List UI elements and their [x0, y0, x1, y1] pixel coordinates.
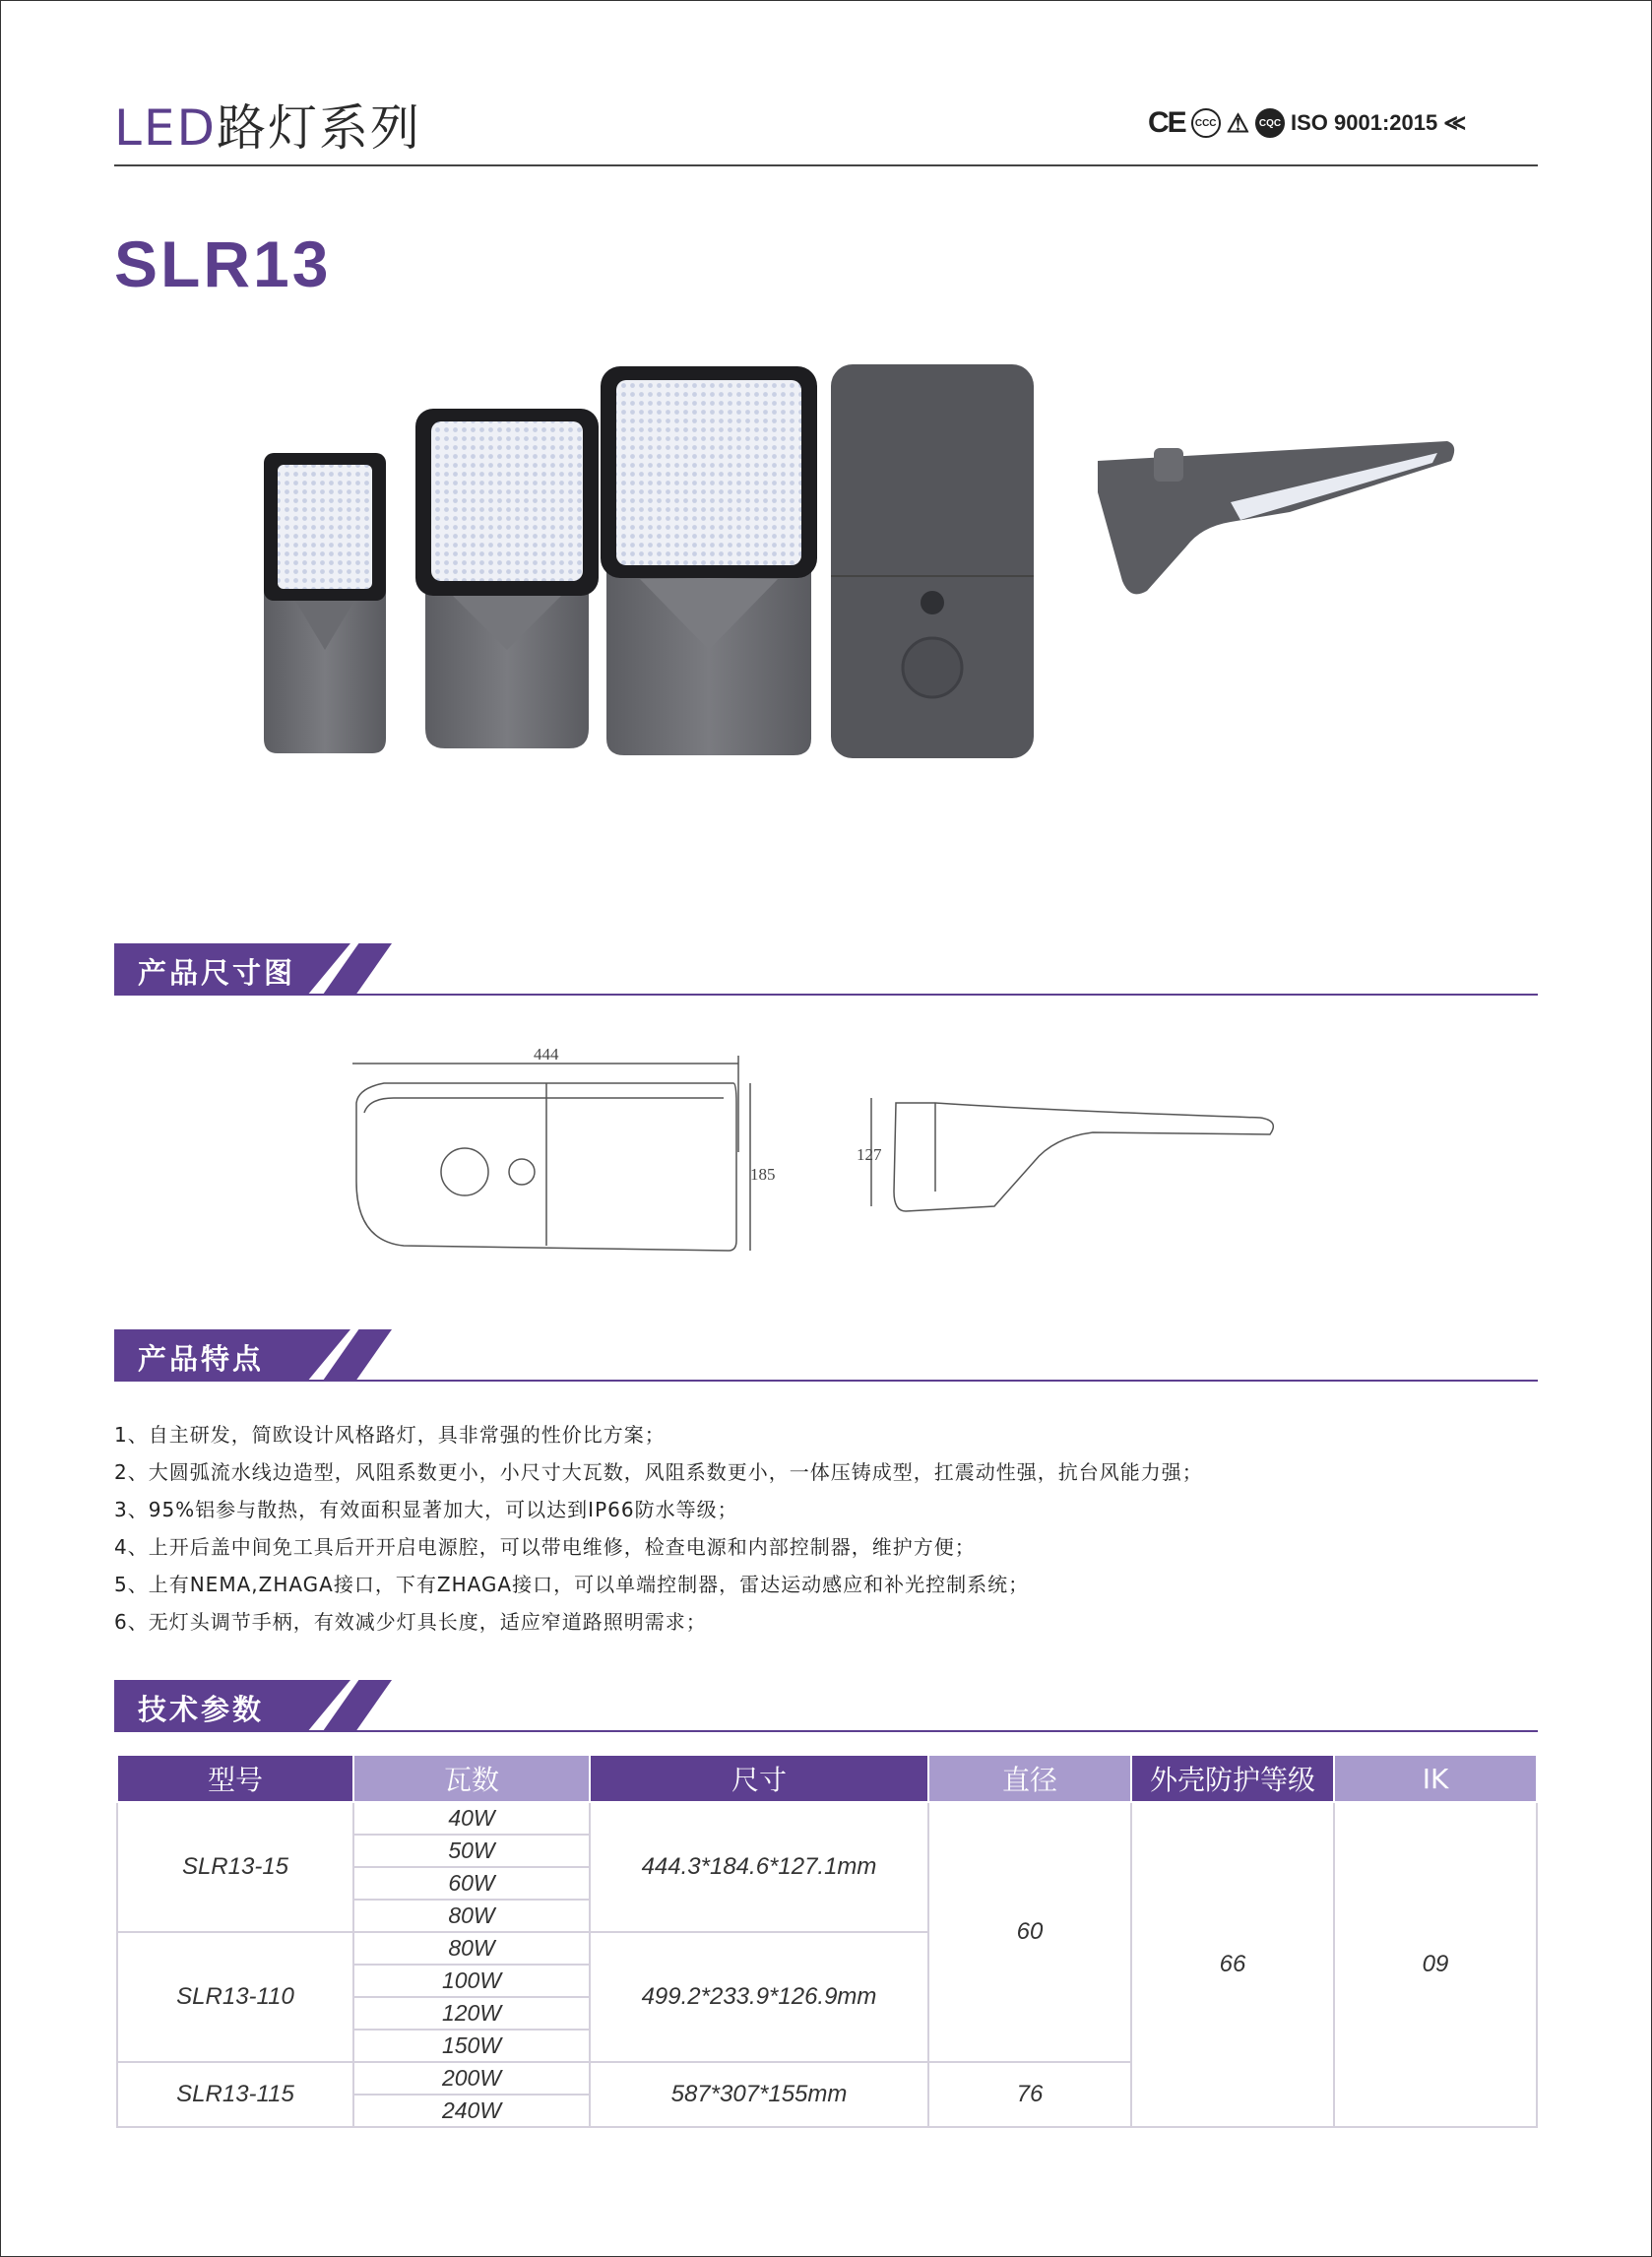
certification-marks	[1148, 106, 1466, 140]
cqc-mark: CQC	[1255, 108, 1285, 138]
top-view-drawing	[352, 1056, 750, 1251]
product-photos	[256, 355, 1477, 768]
dimension-length: 444	[534, 1045, 559, 1064]
watt-cell: 80W	[353, 1900, 590, 1932]
section-features-label: 产品特点	[138, 1342, 265, 1376]
watt-cell: 240W	[353, 2095, 590, 2127]
section-features-header	[114, 1329, 1538, 1386]
watt-cell: 120W	[353, 1997, 590, 2030]
header-size: 尺寸	[590, 1755, 928, 1802]
dimension-width: 185	[750, 1165, 776, 1184]
diameter-cell: 76	[928, 2062, 1131, 2127]
watt-cell: 50W	[353, 1835, 590, 1867]
model-cell: SLR13-15	[117, 1802, 353, 1932]
feature-item: 1、自主研发，简欧设计风格路灯，具非常强的性价比方案；	[114, 1423, 666, 1447]
model-cell: SLR13-115	[117, 2062, 353, 2127]
table-header-row	[117, 1755, 1537, 1802]
model-cell: SLR13-110	[117, 1932, 353, 2062]
ccc-mark: CCC	[1191, 108, 1221, 138]
watt-cell: 200W	[353, 2062, 590, 2095]
side-view-drawing	[871, 1098, 1273, 1211]
size-cell: 587*307*155mm	[590, 2062, 928, 2127]
feature-item: 3、95%铝参与散热，有效面积显著加大，可以达到IP66防水等级；	[114, 1498, 738, 1521]
rohs-mark: ≪	[1443, 110, 1467, 135]
dimension-height: 127	[857, 1145, 882, 1164]
size-cell: 499.2*233.9*126.9mm	[590, 1932, 928, 2062]
table-row	[117, 1802, 1537, 1835]
feature-item: 4、上开后盖中间免工具后开开启电源腔，可以带电维修，检查电源和内部控制器，维护方便；	[114, 1535, 976, 1559]
iso-mark: ISO 9001:2015	[1291, 110, 1438, 135]
diameter-cell: 60	[928, 1802, 1131, 2062]
feature-item: 2、大圆弧流水线边造型，风阻系数更小，小尺寸大瓦数，风阻系数更小，一体压铸成型，扛震动性强，抗台风能力强；	[114, 1460, 1203, 1484]
header-model: 型号	[117, 1755, 353, 1802]
watt-cell: 100W	[353, 1965, 590, 1997]
watt-cell: 150W	[353, 2030, 590, 2062]
lamp-medium	[415, 409, 599, 748]
header-watts: 瓦数	[353, 1755, 590, 1802]
model-title: SLR13	[114, 227, 332, 300]
watt-cell: 40W	[353, 1802, 590, 1835]
ip-rating-cell: 66	[1131, 1802, 1334, 2127]
header-divider	[114, 164, 1538, 166]
spec-table	[116, 1754, 1538, 2128]
size-cell: 444.3*184.6*127.1mm	[590, 1802, 928, 1932]
watt-cell: 60W	[353, 1867, 590, 1900]
feature-item: 6、无灯头调节手柄，有效减少灯具长度，适应窄道路照明需求；	[114, 1610, 707, 1634]
section-dimensions-label: 产品尺寸图	[138, 956, 296, 990]
series-title: LED路灯系列	[114, 99, 421, 157]
lamp-side	[1098, 441, 1454, 594]
lamp-small	[264, 453, 386, 753]
header-ip-rating: 外壳防护等级	[1131, 1755, 1334, 1802]
ce-mark: CE	[1148, 106, 1185, 139]
feature-item: 5、上有NEMA,ZHAGA接口，下有ZHAGA接口，可以单端控制器，雷达运动感应和补光控制系统；	[114, 1573, 1030, 1596]
feature-list	[114, 1416, 1203, 1641]
section-specs-label: 技术参数	[138, 1693, 265, 1726]
header-ik: IK	[1334, 1755, 1537, 1802]
dimension-drawings	[345, 1044, 1280, 1260]
section-specs-header	[114, 1680, 1538, 1737]
lamp-back	[831, 364, 1034, 758]
section-dimensions-header	[114, 943, 1538, 1000]
header-diameter: 直径	[928, 1755, 1131, 1802]
ik-cell: 09	[1334, 1802, 1537, 2127]
lamp-large	[601, 366, 817, 755]
safety-triangle-icon: ⚠	[1226, 107, 1249, 138]
watt-cell: 80W	[353, 1932, 590, 1965]
